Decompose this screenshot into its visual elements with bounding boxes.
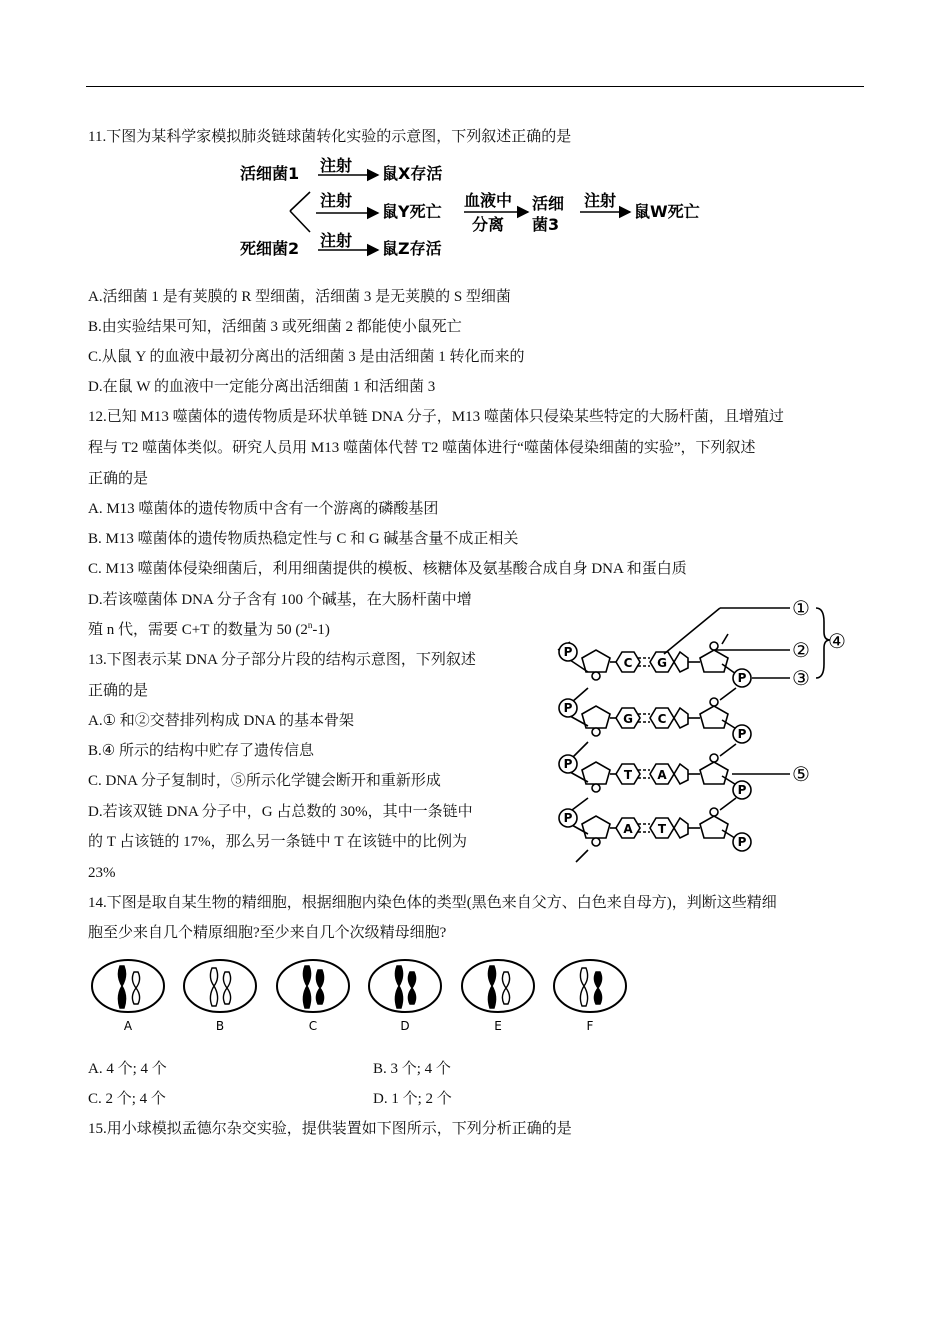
live-bacteria-1-label: 活细菌1 [240,164,300,183]
q13-option-a: A.① 和②交替排列构成 DNA 的基本骨架 [88,713,354,729]
base-4-right: T [657,822,667,836]
inject-label-4: 注射 [584,191,617,210]
branch-up [290,192,310,211]
phosphate-l2: P [563,701,573,715]
cell-label-b: B [215,1019,225,1033]
q12-stem-line-1: 12.已知 M13 噬菌体的遗传物质是环状单链 DNA 分子，M13 噬菌体只侵染某些特定的大肠杆菌，且增殖过 [88,409,784,425]
cell-label-c: C [308,1019,318,1033]
q11-option-a: A.活细菌 1 是有荚膜的 R 型细菌，活细菌 3 是无荚膜的 S 型细菌 [88,289,511,305]
q12-option-d-formula-pre: 殖 n 代，需要 C+T 的数量为 50 (2 [88,622,308,638]
base-4-left: A [623,822,633,836]
q11-option-d: D.在鼠 W 的血液中一定能分离出活细菌 1 和活细菌 3 [88,379,436,395]
q13-option-c: C. DNA 分子复制时，⑤所示化学键会断开和重新形成 [88,773,441,789]
label-1: ① [792,596,810,620]
dead-bacteria-2-label: 死细菌2 [240,239,300,258]
phosphate-r2: P [737,727,747,741]
inject-label-3: 注射 [320,231,353,250]
phosphate-r4: P [737,835,747,849]
q13-option-d-line-1: D.若该双链 DNA 分子中，G 占总数的 30%，其中一条链中 [88,804,473,820]
branch-down [290,211,310,232]
phosphate-r1: P [737,671,747,685]
q13-option-d-line-3: 23% [88,865,116,881]
q13-option-b: B.④ 所示的结构中贮存了遗传信息 [88,743,314,759]
cell-label-e: E [494,1019,502,1033]
base-1-right: G [657,656,667,670]
q12-option-d-exponent: n [307,620,313,630]
q14-option-c: C. 2 个; 4 个 [88,1091,166,1107]
q13-stem-line-1: 13.下图表示某 DNA 分子部分片段的结构示意图，下列叙述 [88,652,476,668]
q12-option-b: B. M13 噬菌体的遗传物质热稳定性与 C 和 G 碱基含量不成正相关 [88,531,519,547]
phosphate-l1: P [563,645,573,659]
q12-option-c: C. M13 噬菌体侵染细菌后，利用细菌提供的模板、核糖体及氨基酸合成自身 DNA 和蛋白质 [88,561,687,577]
q15-stem: 15.用小球模拟孟德尔杂交实验，提供装置如下图所示，下列分析正确的是 [88,1121,572,1137]
live-bacteria-3-label-2: 菌3 [532,215,560,234]
label-2: ② [792,638,810,662]
q11-option-b: B.由实验结果可知，活细菌 3 或死细菌 2 都能使小鼠死亡 [88,319,462,335]
label-4: ④ [828,629,846,653]
cell-label-a: A [123,1019,133,1033]
q12-option-d-line-1: D.若该噬菌体 DNA 分子含有 100 个碱基，在大肠杆菌中增 [88,592,472,608]
q12-stem-line-2: 程与 T2 噬菌体类似。研究人员用 M13 噬菌体代替 T2 噬菌体进行“噬菌体侵染细菌的实验”，下列叙述 [88,440,756,456]
q12-stem-line-3: 正确的是 [88,471,149,487]
cell-label-d: D [400,1019,410,1033]
live-bacteria-3-label-1: 活细 [532,194,565,213]
q11-option-c: C.从鼠 Y 的血液中最初分离出的活细菌 3 是由活细菌 1 转化而来的 [88,349,525,365]
q12-option-a: A. M13 噬菌体的遗传物质中含有一个游离的磷酸基团 [88,501,439,517]
header-rule [86,86,864,87]
mouse-z-label: 鼠Z存活 [382,239,442,258]
mouse-x-label: 鼠X存活 [382,164,443,183]
phosphate-r3: P [737,783,747,797]
blood-label-1: 血液中 [464,191,513,210]
label-3: ③ [792,666,810,690]
q14-option-b: B. 3 个; 4 个 [373,1061,451,1077]
q14-option-d: D. 1 个; 2 个 [373,1091,452,1107]
q13-option-d-line-2: 的 T 占该链的 17%，那么另一条链中 T 在该链中的比例为 [88,834,468,850]
q13-stem-line-2: 正确的是 [88,683,149,699]
base-2-left: G [623,712,633,726]
cell-label-f: F [586,1019,594,1033]
q14-stem-line-1: 14.下图是取自某生物的精细胞，根据细胞内染色体的类型(黑色来自父方、白色来自母方)，判断这些精细 [88,895,777,911]
label-5: ⑤ [792,762,810,786]
phosphate-l4: P [563,811,573,825]
blood-label-2: 分离 [472,215,505,234]
q12-option-d-line-2 [88,620,330,640]
inject-label-2: 注射 [320,191,353,210]
mouse-y-label: 鼠Y死亡 [382,202,442,221]
q14-stem-line-2: 胞至少来自几个精原细胞?至少来自几个次级精母细胞? [88,925,447,941]
q11-stem: 11.下图为某科学家模拟肺炎链球菌转化实验的示意图，下列叙述正确的是 [88,129,572,145]
sperm-cells-diagram [88,954,638,1038]
q11-transformation-diagram [238,154,728,266]
phosphate-l3: P [563,757,573,771]
inject-label-1: 注射 [320,156,353,175]
base-1-left: C [623,656,633,670]
dna-structure-diagram [552,592,852,870]
base-2-right: C [657,712,667,726]
mouse-w-label: 鼠W死亡 [634,202,700,221]
base-3-left: T [623,768,633,782]
q12-option-d-formula-post: -1) [312,622,330,638]
base-3-right: A [657,768,667,782]
q14-option-a: A. 4 个; 4 个 [88,1061,167,1077]
